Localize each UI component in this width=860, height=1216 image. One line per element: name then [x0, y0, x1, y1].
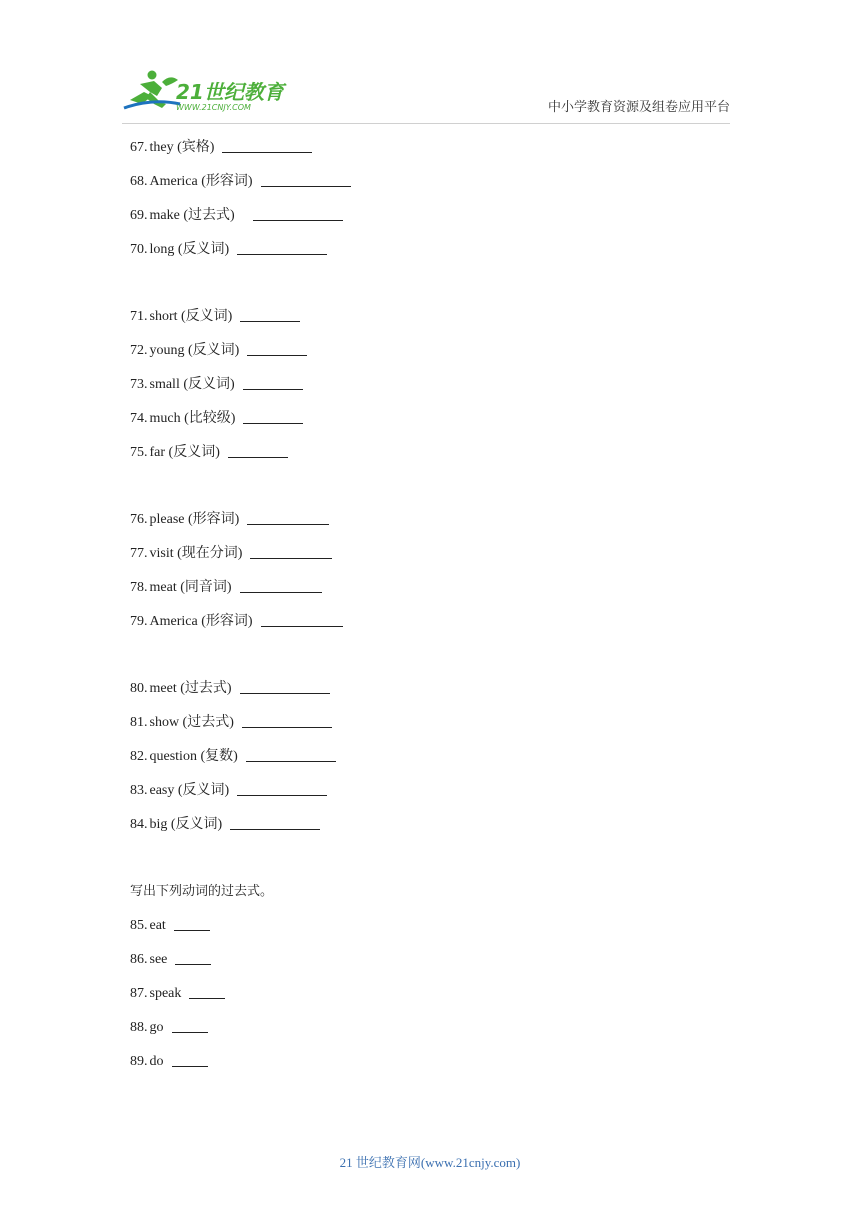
question-item: 86. see: [130, 946, 730, 980]
answer-blank[interactable]: [247, 510, 329, 525]
question-item: 77. visit (现在分词): [130, 540, 730, 574]
question-item: 81. show (过去式): [130, 709, 730, 743]
answer-blank[interactable]: [261, 172, 351, 187]
answer-blank[interactable]: [228, 443, 288, 458]
site-logo: [122, 68, 292, 114]
question-item: 72. young (反义词): [130, 337, 730, 371]
question-item: 80. meet (过去式): [130, 675, 730, 709]
worksheet-content: [130, 134, 730, 1082]
question-item: 74. much (比较级): [130, 405, 730, 439]
question-item: 68. America (形容词): [130, 168, 730, 202]
answer-blank[interactable]: [243, 375, 303, 390]
answer-blank[interactable]: [242, 713, 332, 728]
logo-url-text: WWW.21CNJY.COM: [176, 103, 251, 112]
answer-blank[interactable]: [237, 240, 327, 255]
answer-blank[interactable]: [247, 341, 307, 356]
answer-blank[interactable]: [250, 544, 332, 559]
question-item: 87. speak: [130, 980, 730, 1014]
answer-blank[interactable]: [240, 679, 330, 694]
answer-blank[interactable]: [175, 950, 211, 965]
answer-blank[interactable]: [237, 781, 327, 796]
answer-blank[interactable]: [222, 138, 312, 153]
header-divider: [122, 123, 730, 124]
answer-blank[interactable]: [230, 815, 320, 830]
answer-blank[interactable]: [172, 1018, 208, 1033]
answer-blank[interactable]: [172, 1052, 208, 1067]
question-item: 67. they (宾格): [130, 134, 730, 168]
platform-name: 中小学教育资源及组卷应用平台: [547, 100, 730, 115]
answer-blank[interactable]: [240, 307, 300, 322]
question-group-2: [130, 303, 730, 473]
question-item: 82. question (复数): [130, 743, 730, 777]
question-group-5: [130, 912, 730, 1082]
answer-blank[interactable]: [189, 984, 225, 999]
answer-blank[interactable]: [261, 612, 343, 627]
question-item: 84. big (反义词): [130, 811, 730, 845]
page-footer: 21 世纪教育网(www.21cnjy.com): [339, 1155, 521, 1170]
page-header: [0, 0, 860, 125]
section-instruction: 写出下列动词的过去式。: [130, 884, 274, 899]
question-item: 79. America (形容词): [130, 608, 730, 642]
runner-logo-icon: [122, 68, 292, 114]
answer-blank[interactable]: [240, 578, 322, 593]
question-item: 83. easy (反义词): [130, 777, 730, 811]
question-group-3: [130, 506, 730, 642]
question-item: 73. small (反义词): [130, 371, 730, 405]
question-group-4: [130, 675, 730, 845]
answer-blank[interactable]: [174, 916, 210, 931]
question-item: 85. eat: [130, 912, 730, 946]
logo-text: 21世纪教育: [176, 80, 284, 104]
answer-blank[interactable]: [253, 206, 343, 221]
question-item: 89. do: [130, 1048, 730, 1082]
question-item: 69. make (过去式): [130, 202, 730, 236]
answer-blank[interactable]: [246, 747, 336, 762]
question-group-1: [130, 134, 730, 270]
answer-blank[interactable]: [243, 409, 303, 424]
question-item: 71. short (反义词): [130, 303, 730, 337]
question-item: 78. meat (同音词): [130, 574, 730, 608]
question-item: 70. long (反义词): [130, 236, 730, 270]
question-item: 76. please (形容词): [130, 506, 730, 540]
question-item: 88. go: [130, 1014, 730, 1048]
question-item: 75. far (反义词): [130, 439, 730, 473]
